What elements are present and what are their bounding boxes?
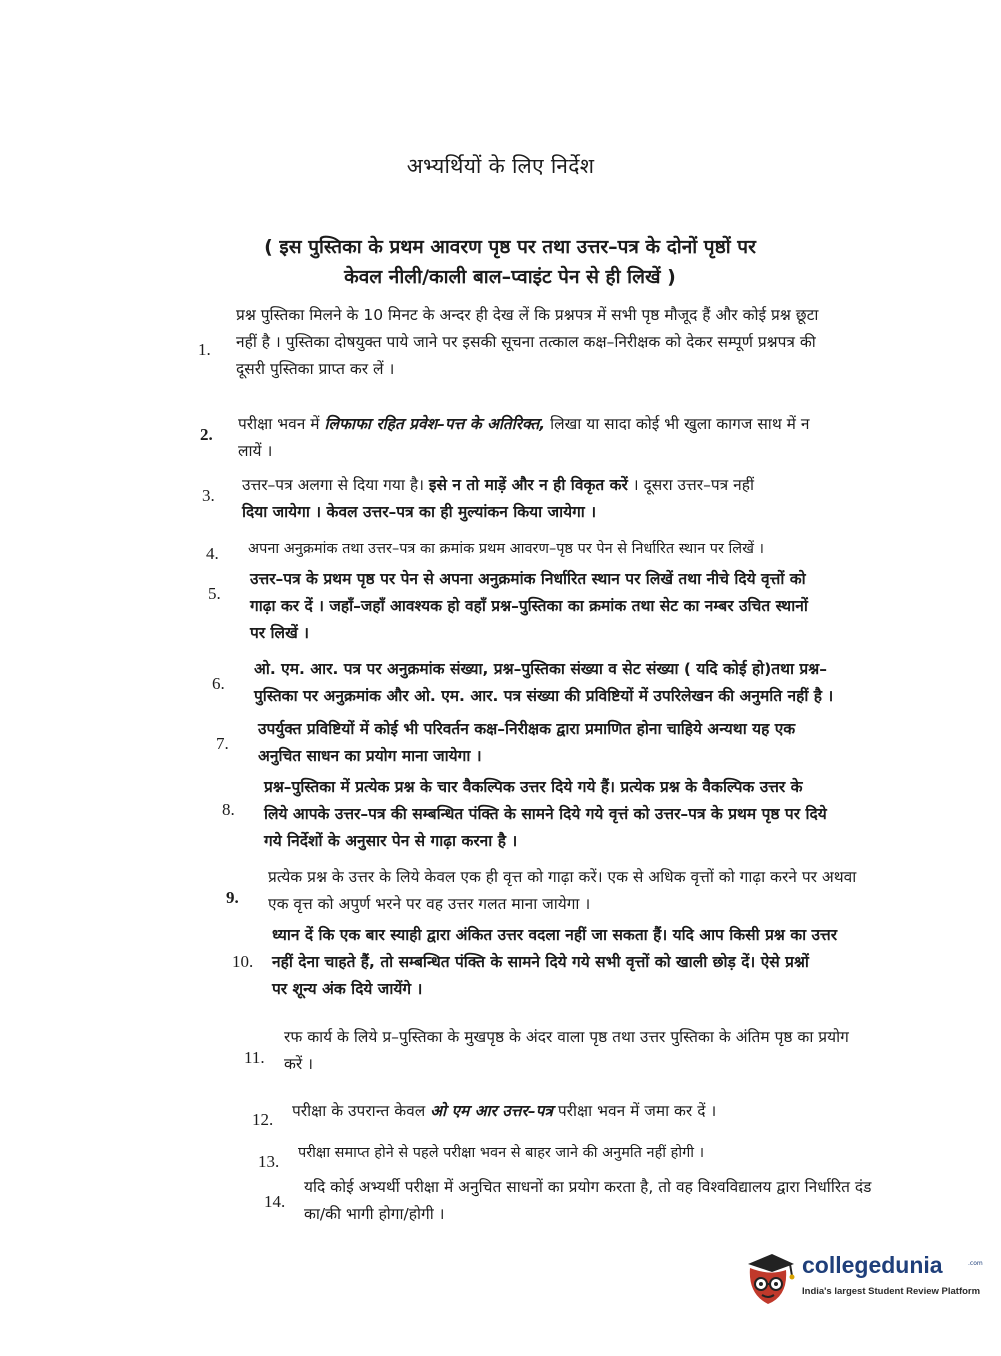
item-number: 10. [232,952,254,971]
item-line: ध्यान दें कि एक बार स्याही द्वारा अंकित उत्तर वदला नहीं जा सकता हैं। यदि आप किसी प्रश्न का उत्तर [272,926,838,944]
item-text: उत्तर–पत्र अलगा से दिया गया है। [242,476,429,494]
item-line: एक वृत्त को अपुर्ण भरने पर वह उत्तर गलत माना जायेगा । [268,895,591,913]
subtitle-line-2: केवल नीली/काली बाल–प्वाइंट पेन से ही लिखें ) [344,266,676,288]
item-number: 12. [252,1110,274,1129]
item-line: दूसरी पुस्तिका प्राप्त कर लें । [236,360,395,378]
page-title: अभ्यर्थियों के लिए निर्देश [406,154,595,178]
item-line: रफ कार्य के लिये प्र–पुस्तिका के मुखपृष्ठ के अंदर वाला पृष्ठ तथा उत्तर पुस्तिका के अंतिम पृष्ठ का प्रयोग [284,1028,849,1046]
item-number: 3. [202,486,215,505]
item-text: परीक्षा के उपरान्त केवल [292,1102,431,1120]
item-line: यदि कोई अभ्यर्थी परीक्षा में अनुचित साधनों का प्रयोग करता है, तो वह विश्वविद्यालय द्वारा निर्धारित दंड [304,1178,872,1196]
item-line: पर लिखें । [250,624,310,642]
item-number: 13. [258,1152,280,1171]
item-line: लिये आपके उत्तर–पत्र की सम्बन्धित पंक्ति के सामने दिये गये वृत्तं को उत्तर–पत्र के प्रथम पृष्ठ पर दिये [264,805,827,823]
item-line: उत्तर–पत्र के प्रथम पृष्ठ पर पेन से अपना अनुक्रमांक निर्धारित स्थान पर लिखें तथा नीचे दिये वृत्तों को [250,570,806,588]
item-text: । दूसरा उत्तर–पत्र नहीं [627,476,754,494]
item-number: 8. [222,800,235,819]
item-line: पुस्तिका पर अनुक्रमांक और ओ. एम. आर. पत्र संख्या की प्रविष्टियों में उपरिलेखन की अनुमति नहीं है । [254,687,834,705]
item-line: नहीं है । पुस्तिका दोषयुक्त पाये जाने पर इसकी सूचना तत्काल कक्ष–निरीक्षक को देकर सम्पूर्ण प्रश्नपत्र की [236,333,816,351]
item-line: ओ. एम. आर. पत्र पर अनुक्रमांक संख्या, प्रश्न–पुस्तिका संख्या व सेट संख्या ( यदि कोई हो)तथा प्रश्न– [254,660,827,678]
item-text: लिखा या सादा कोई भी खुला कागज साथ में न [545,415,810,433]
collegedunia-logo [740,1250,983,1310]
item-number: 11. [244,1048,265,1067]
brand-name: collegedunia [802,1252,943,1278]
item-number: 9. [226,888,239,907]
item-line: अपना अनुक्रमांक तथा उत्तर–पत्र का क्रमांक प्रथम आवरण–पृष्ठ पर पेन से निर्धारित स्थान पर लिखें । [248,541,765,557]
item-line: गाढ़ा कर दें । जहाँ–जहाँ आवश्यक हो वहाँ प्रश्न–पुस्तिका का क्रमांक तथा सेट का नम्बर उचित स्थानों [250,597,808,615]
item-line: का/की भागी होगा/होगी । [304,1205,445,1223]
item-line: प्रत्येक प्रश्न के उत्तर के लिये केवल एक ही वृत्त को गाढ़ा करें। एक से अधिक वृत्तों को गाढ़ा करने पर अथवा [268,868,857,886]
item-line: अनुचित साधन का प्रयोग माना जायेगा । [258,747,482,765]
item-line: लायें । [238,442,273,460]
brand-tagline: India's largest Student Review Platform [802,1286,981,1297]
item-emphasis: इसे न तो माड़ें और न ही विकृत करें [428,476,628,494]
mascot-icon [740,1250,798,1308]
item-number: 1. [198,340,211,359]
item-line: दिया जायेगा । केवल उत्तर–पत्र का ही मुल्यांकन किया जायेगा । [242,503,597,521]
item-line: उपर्युक्त प्रविष्टियों में कोई भी परिवर्तन कक्ष–निरीक्षक द्वारा प्रमाणित होना चाहिये अन्यथा यह एक [258,720,796,738]
item-line: पर शून्य अंक दिये जायेंगे । [272,980,423,998]
item-line: गये निर्देशों के अनुसार पेन से गाढ़ा करना है । [264,832,518,850]
item-line: प्रश्न पुस्तिका मिलने के 10 मिनट के अन्दर ही देख लें कि प्रश्नपत्र में सभी पृष्ठ मौजूद हैं और कोई प्रश्न छूटा [236,306,819,324]
item-emphasis: लिफाफा रहित प्रवेश–पत्त के अतिरिक्त, [324,415,546,433]
page-subtitle [180,232,840,292]
item-emphasis: ओ एम आर उत्तर–पत्र [430,1102,553,1120]
brand-domain: .com [968,1260,983,1267]
item-number: 2. [200,425,213,444]
item-number: 4. [206,544,219,563]
item-line: नहीं देना चाहते हैं, तो सम्बन्धित पंक्ति के सामने दिये गये सभी वृत्तों को खाली छोड़ दें। ऐसे प्रश्नों [272,953,809,971]
item-line: करें । [284,1055,314,1073]
item-number: 6. [212,674,225,693]
item-number: 5. [208,584,221,603]
item-text: परीक्षा भवन में जमा कर दें । [552,1102,717,1120]
item-line: प्रश्न–पुस्तिका में प्रत्येक प्रश्न के चार वैकल्पिक उत्तर दिये गये हैं। प्रत्येक प्रश्न के वैकल्पिक उत्तर के [264,778,803,796]
item-text: परीक्षा भवन में [238,415,325,433]
subtitle-line-1: ( इस पुस्तिका के प्रथम आवरण पृष्ठ पर तथा उत्तर–पत्र के दोनों पृष्ठों पर [264,236,756,258]
item-number: 14. [264,1192,286,1211]
item-line: परीक्षा समाप्त होने से पहले परीक्षा भवन से बाहर जाने की अनुमति नहीं होगी । [298,1145,705,1161]
item-number: 7. [216,734,229,753]
